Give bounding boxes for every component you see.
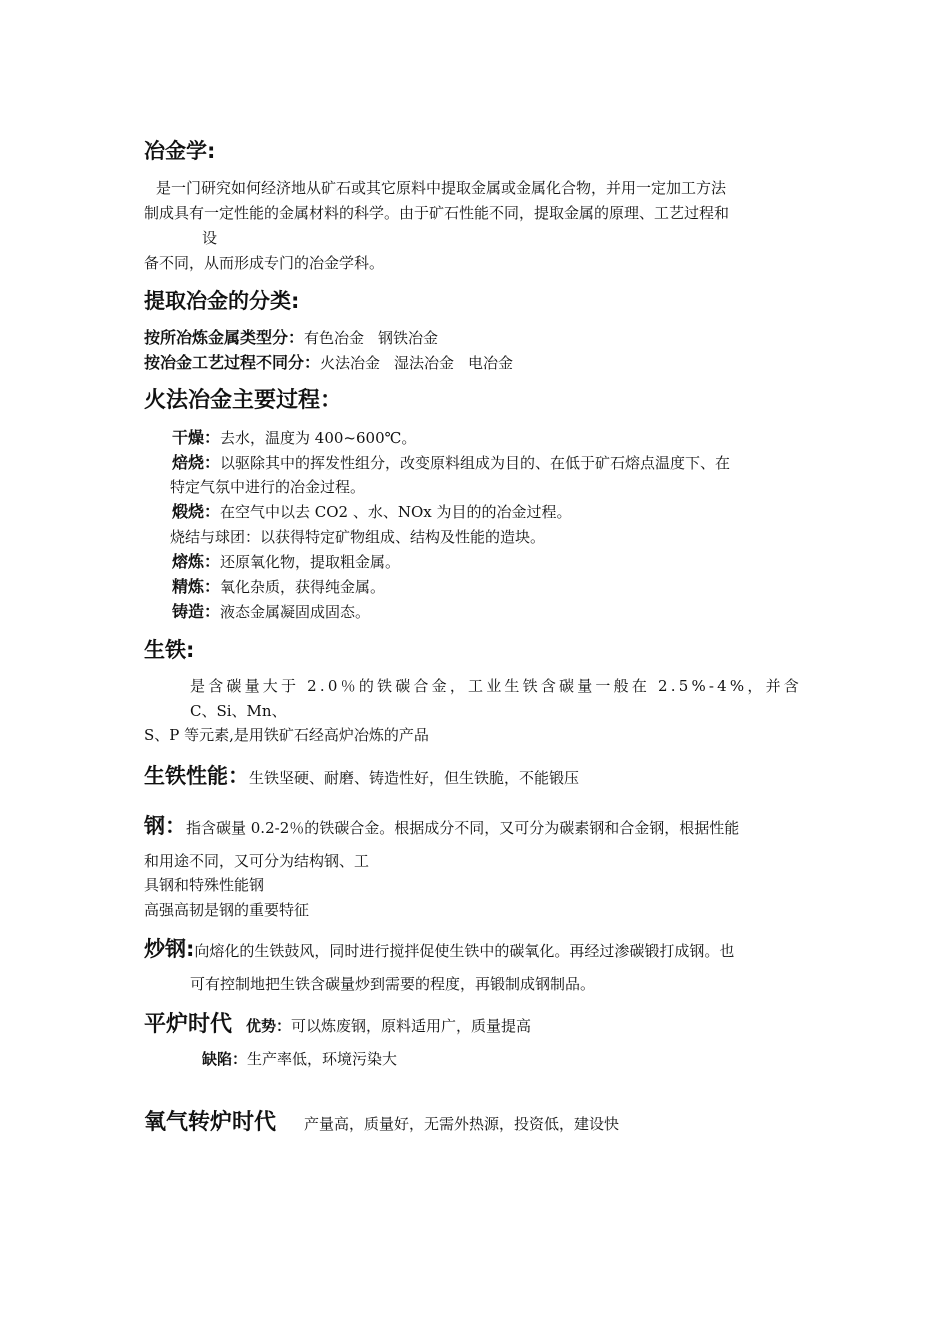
process-text: 以驱除其中的挥发性组分，改变原料组成为目的、在低于矿石熔点温度下、在 [220,454,731,472]
classification-item: 火法冶金 [320,354,381,372]
classification-row [144,328,438,348]
process-label: 精炼： [172,577,221,596]
process-label: 铸造： [172,602,221,621]
heading-oxygen-converter-era: 氧气转炉时代 [144,1110,277,1135]
advantage-label: 优势： [246,1017,292,1035]
process-text: 特定气氛中进行的冶金过程。 [170,478,366,496]
paragraph-line: 制成具有一定性能的金属材料的科学。由于矿石性能不同，提取金属的原理、工艺过程和 [144,204,730,222]
classification-item: 电冶金 [468,354,514,372]
paragraph-line: 具钢和特殊性能钢 [144,876,265,894]
open-hearth-era [144,1010,531,1041]
process-text: 去水，温度为 400~600℃。 [220,429,417,447]
paragraph-line: 设 [202,229,218,247]
heading-pyrometallurgy: 火法冶金主要过程： [144,388,343,413]
paragraph-line: C、Si、Mn、 [190,702,287,720]
process-item [172,502,572,522]
paragraph-line: 向熔化的生铁鼓风，同时进行搅拌促使生铁中的碳氧化。再经过渗碳锻打成钢。也 [194,942,735,960]
classification-label: 按所冶炼金属类型分： [144,328,305,347]
oxygen-converter-era [144,1108,619,1139]
process-text: 烧结与球团：以获得特定矿物组成、结构及性能的造块。 [170,528,546,546]
paragraph-line: S、P 等元素,是用铁矿石经高炉冶炼的产品 [144,726,429,744]
paragraph-line: 备不同，从而形成专门的冶金学科。 [144,254,385,272]
process-item [172,577,385,597]
classification-item: 有色冶金 [304,329,365,347]
heading-pig-iron: 生铁: [144,638,195,662]
process-label: 煅烧： [172,502,221,521]
heading-extraction-classification: 提取冶金的分类: [144,289,300,313]
advantage-text: 可以炼废钢，原料适用广，质量提高 [291,1017,532,1035]
heading-pig-iron-properties: 生铁性能： [144,764,249,788]
puddled-steel [144,935,734,965]
process-text: 在空气中以去 CO2 、水、NOx 为目的的冶金过程。 [220,503,572,521]
paragraph-line: 高强高韧是钢的重要特征 [144,901,310,919]
process-item [172,428,416,448]
paragraph-line: 是含碳量大于 2.0％的铁碳合金，工业生铁含碳量一般在 2.5%-4%，并含 [190,677,802,695]
heading-open-hearth-era: 平炉时代 [144,1012,233,1037]
paragraph-line: 和用途不同，又可分为结构钢、工 [144,852,370,870]
pig-iron-properties [144,762,579,792]
classification-item: 钢铁冶金 [378,329,439,347]
heading-puddled-steel: 炒钢: [144,937,195,961]
converter-text: 产量高，质量好，无需外热源，投资低，建设快 [304,1115,620,1133]
paragraph-line: 可有控制地把生铁含碳量炒到需要的程度，再锻制成钢制品。 [190,975,596,993]
open-hearth-defect [202,1049,397,1069]
process-text: 氧化杂质，获得纯金属。 [220,578,386,596]
steel-definition [144,812,739,842]
classification-label: 按冶金工艺过程不同分： [144,353,321,372]
paragraph-line: 指含碳量 0.2-2％的铁碳合金。根据成分不同，又可分为碳素钢和合金钢，根据性能 [186,819,740,837]
classification-row [144,353,513,373]
process-label: 熔炼： [172,552,221,571]
heading-metallurgy: 冶金学: [144,139,216,163]
paragraph-line: 是一门研究如何经济地从矿石或其它原料中提取金属或金属化合物，并用一定加工方法 [156,179,727,197]
process-item [172,552,400,572]
heading-steel: 钢： [144,814,186,838]
defect-text: 生产率低，环境污染大 [247,1050,398,1068]
process-label: 干燥： [172,428,221,447]
classification-item: 湿法冶金 [394,354,455,372]
process-item [172,453,730,473]
process-item [172,602,370,622]
defect-label: 缺陷： [202,1050,248,1068]
process-text: 还原氧化物，提取粗金属。 [220,553,401,571]
process-text: 液态金属凝固成固态。 [220,603,371,621]
process-label: 焙烧： [172,453,221,472]
properties-text: 生铁坚硬、耐磨、铸造性好，但生铁脆，不能锻压 [249,769,580,787]
